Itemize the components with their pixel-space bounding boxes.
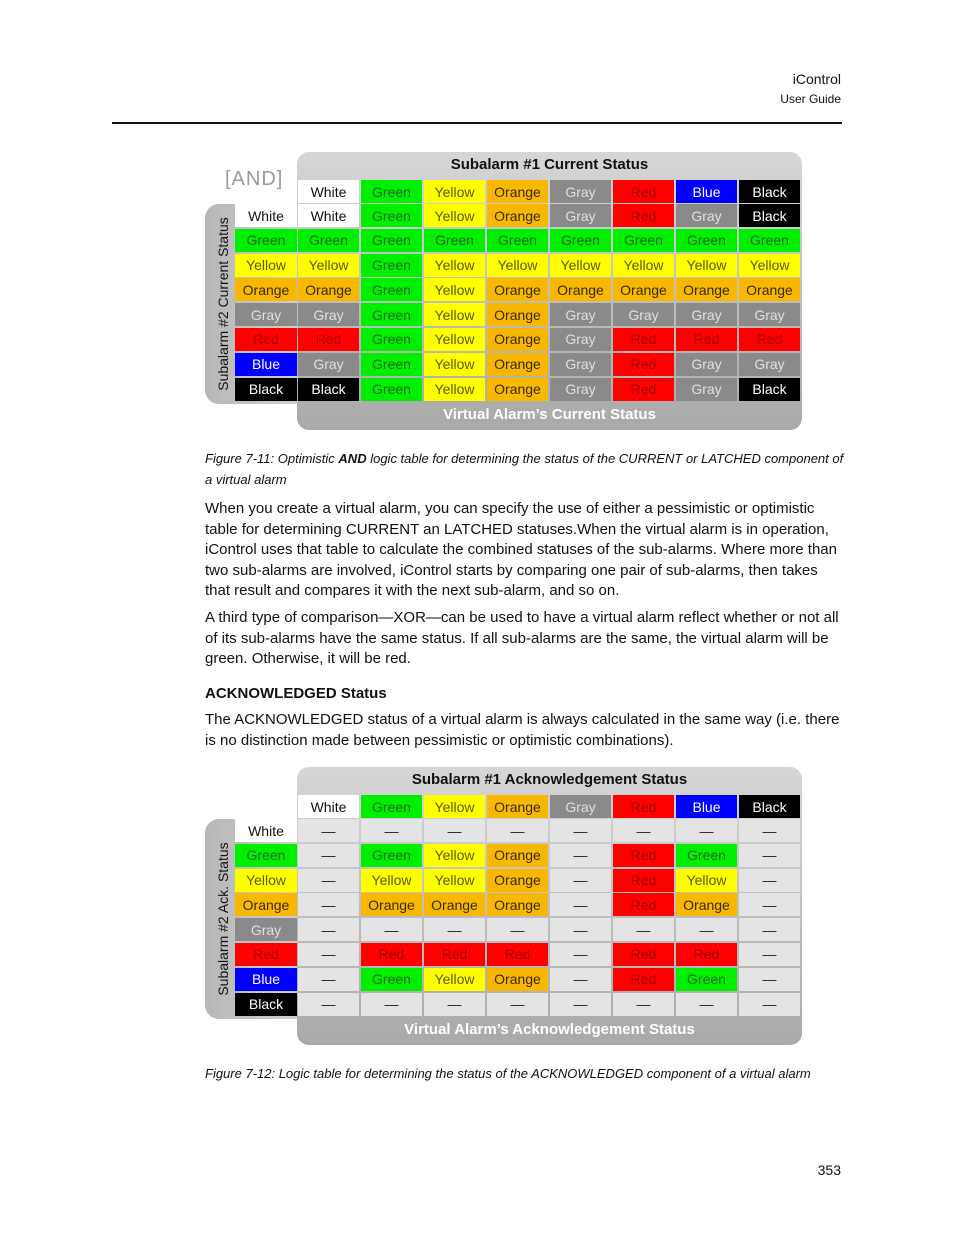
matrix-cell: — xyxy=(424,993,485,1016)
result-label: Virtual Alarm’s Current Status xyxy=(443,406,656,423)
matrix-cell: Orange xyxy=(676,278,737,301)
matrix-cell: Yellow xyxy=(424,869,485,892)
column-header-cell: Yellow xyxy=(424,795,485,818)
row-header-cell: Orange xyxy=(235,893,297,916)
and-label: [AND] xyxy=(225,168,284,190)
matrix-cell: — xyxy=(739,844,800,867)
matrix-cell: Green xyxy=(550,229,611,252)
matrix-cell: — xyxy=(298,869,359,892)
matrix-cell: — xyxy=(298,943,359,966)
matrix-row xyxy=(297,893,801,918)
matrix-cell: Yellow xyxy=(613,254,674,277)
matrix-cell: — xyxy=(613,993,674,1016)
matrix-cell: Orange xyxy=(487,893,548,916)
matrix-cell: Gray xyxy=(613,303,674,326)
matrix-cell: Red xyxy=(424,943,485,966)
status-matrix xyxy=(297,204,801,402)
matrix-cell: Yellow xyxy=(298,254,359,277)
matrix-cell: Yellow xyxy=(550,254,611,277)
row-header-cell: Yellow xyxy=(235,869,297,892)
column-header-cell: Blue xyxy=(676,180,737,203)
column-header-cell: Yellow xyxy=(424,180,485,203)
matrix-cell: Red xyxy=(613,968,674,991)
matrix-cell: Green xyxy=(676,229,737,252)
matrix-row xyxy=(297,844,801,869)
matrix-cell: Green xyxy=(361,378,422,401)
row-header-cell: Green xyxy=(235,844,297,867)
matrix-cell: — xyxy=(424,918,485,941)
matrix-cell: Red xyxy=(298,328,359,351)
column-header-cell: Black xyxy=(739,795,800,818)
matrix-cell: Yellow xyxy=(676,254,737,277)
matrix-cell: — xyxy=(298,893,359,916)
matrix-cell: — xyxy=(298,993,359,1016)
matrix-cell: Green xyxy=(298,229,359,252)
matrix-cell: Orange xyxy=(487,303,548,326)
paragraph-1: When you create a virtual alarm, you can specify the use of either a pessimistic or optimistic table for determining CURRENT an LATCHED statuses.When the virtual alarm is in operation, iControl uses that table to calculate the combined statuses of the sub-alarms. Where more than two sub-alarms are involved, iControl starts by comparing one pair of sub-alarms, then takes that result and compares it with the next sub-alarm, and so on. xyxy=(205,500,837,599)
matrix-cell: Red xyxy=(613,204,674,227)
matrix-row xyxy=(297,993,801,1018)
row-header-cell: Yellow xyxy=(235,254,297,277)
matrix-cell: — xyxy=(361,993,422,1016)
matrix-cell: — xyxy=(550,968,611,991)
matrix-cell: Green xyxy=(361,303,422,326)
matrix-cell: Red xyxy=(613,378,674,401)
matrix-cell: Yellow xyxy=(424,303,485,326)
matrix-cell: — xyxy=(550,844,611,867)
matrix-cell: — xyxy=(550,869,611,892)
page-number: 353 xyxy=(817,1162,841,1178)
section-heading: ACKNOWLEDGED Status xyxy=(205,685,387,702)
matrix-cell: — xyxy=(298,819,359,842)
column-header-cell: Red xyxy=(613,795,674,818)
row-header-cell: Gray xyxy=(235,303,297,326)
row-header-cell: Red xyxy=(235,328,297,351)
row-header-cell: Blue xyxy=(235,968,297,991)
matrix-cell: — xyxy=(424,819,485,842)
matrix-row xyxy=(297,353,801,378)
matrix-cell: — xyxy=(739,943,800,966)
matrix-cell: — xyxy=(739,869,800,892)
matrix-cell: Orange xyxy=(676,893,737,916)
figure-ack-status-table xyxy=(205,767,803,1047)
matrix-cell: — xyxy=(298,918,359,941)
matrix-cell: Orange xyxy=(487,844,548,867)
matrix-cell: Yellow xyxy=(424,204,485,227)
column-header-cell: White xyxy=(298,795,359,818)
matrix-cell: Orange xyxy=(550,278,611,301)
matrix-row xyxy=(297,204,801,229)
matrix-cell: Yellow xyxy=(424,278,485,301)
matrix-cell: Green xyxy=(739,229,800,252)
column-header-cell: Green xyxy=(361,795,422,818)
column-header-cell: Gray xyxy=(550,180,611,203)
matrix-cell: — xyxy=(739,968,800,991)
row-header-cell: Orange xyxy=(235,278,297,301)
row-header-cell: Black xyxy=(235,993,297,1016)
matrix-cell: Gray xyxy=(676,204,737,227)
matrix-cell: Yellow xyxy=(424,254,485,277)
column-header-cell: Orange xyxy=(487,180,548,203)
matrix-cell: Gray xyxy=(676,378,737,401)
matrix-cell: Red xyxy=(739,328,800,351)
caption-bold: AND xyxy=(338,451,367,466)
matrix-cell: Orange xyxy=(487,328,548,351)
matrix-cell: — xyxy=(550,993,611,1016)
row-axis-label: Subalarm #2 Ack. Status xyxy=(215,842,231,996)
matrix-cell: — xyxy=(613,819,674,842)
matrix-cell: Green xyxy=(676,968,737,991)
matrix-row xyxy=(297,819,801,844)
matrix-cell: — xyxy=(739,893,800,916)
matrix-cell: Green xyxy=(361,328,422,351)
matrix-cell: Black xyxy=(298,378,359,401)
column-header-cell: Red xyxy=(613,180,674,203)
matrix-cell: Red xyxy=(676,943,737,966)
matrix-cell: Green xyxy=(361,229,422,252)
matrix-cell: — xyxy=(550,819,611,842)
column-header-cell: Gray xyxy=(550,795,611,818)
matrix-row xyxy=(297,869,801,894)
matrix-cell: Gray xyxy=(676,353,737,376)
matrix-cell: Red xyxy=(613,328,674,351)
matrix-row xyxy=(297,229,801,254)
column-header-cell: White xyxy=(298,180,359,203)
column-header-cell: Orange xyxy=(487,795,548,818)
matrix-cell: Green xyxy=(361,353,422,376)
caption-prefix: Figure 7-11: Optimistic xyxy=(205,451,339,466)
matrix-cell: — xyxy=(550,943,611,966)
matrix-cell: Gray xyxy=(550,328,611,351)
row-header-cell: Blue xyxy=(235,353,297,376)
caption-suffix: logic table for determining the status of the CURRENT or LATCHED component of a virtual alarm xyxy=(205,451,844,487)
paragraph-2: A third type of comparison—XOR—can be used to have a virtual alarm reflect whether or not all of its sub-alarms have the same status. If all sub-alarms are the same, the virtual alarm will be green. Otherwise, it will be red. xyxy=(205,609,839,667)
paragraph-3: The ACKNOWLEDGED status of a virtual alarm is always calculated in the same way (i.e. there is no distinction made between pessimistic or optimistic combinations). xyxy=(205,711,840,749)
matrix-cell: Red xyxy=(613,869,674,892)
matrix-cell: Green xyxy=(487,229,548,252)
header-product-name: iControl xyxy=(792,71,841,87)
matrix-cell: Green xyxy=(424,229,485,252)
matrix-cell: Green xyxy=(676,844,737,867)
matrix-cell: Green xyxy=(361,844,422,867)
matrix-cell: Orange xyxy=(487,278,548,301)
matrix-cell: Yellow xyxy=(424,968,485,991)
matrix-cell: Orange xyxy=(487,869,548,892)
matrix-cell: Gray xyxy=(298,303,359,326)
matrix-cell: Orange xyxy=(487,204,548,227)
matrix-cell: Gray xyxy=(676,303,737,326)
matrix-cell: — xyxy=(298,968,359,991)
matrix-cell: Yellow xyxy=(424,378,485,401)
header-subtitle: User Guide xyxy=(780,92,841,106)
matrix-cell: — xyxy=(487,819,548,842)
row-headers xyxy=(234,819,298,1017)
column-header-cell: Black xyxy=(739,180,800,203)
matrix-cell: Green xyxy=(613,229,674,252)
matrix-cell: White xyxy=(298,204,359,227)
matrix-cell: Black xyxy=(739,378,800,401)
matrix-row xyxy=(297,328,801,353)
matrix-row xyxy=(297,968,801,993)
matrix-row xyxy=(297,918,801,943)
matrix-cell: Green xyxy=(361,254,422,277)
matrix-cell: Yellow xyxy=(424,328,485,351)
matrix-cell: Orange xyxy=(739,278,800,301)
row-header-cell: White xyxy=(235,204,297,227)
matrix-cell: Red xyxy=(487,943,548,966)
matrix-cell: — xyxy=(739,918,800,941)
matrix-cell: Orange xyxy=(487,968,548,991)
matrix-row xyxy=(297,943,801,968)
status-matrix xyxy=(297,819,801,1017)
matrix-cell: Yellow xyxy=(676,869,737,892)
matrix-cell: Red xyxy=(613,353,674,376)
header-rule xyxy=(112,122,842,124)
column-axis-label: Subalarm #1 Acknowledgement Status xyxy=(411,771,688,788)
matrix-cell: Red xyxy=(676,328,737,351)
matrix-cell: Black xyxy=(739,204,800,227)
matrix-cell: Red xyxy=(361,943,422,966)
matrix-cell: — xyxy=(361,819,422,842)
column-header-cell: Green xyxy=(361,180,422,203)
matrix-cell: Orange xyxy=(298,278,359,301)
matrix-cell: — xyxy=(676,819,737,842)
matrix-cell: — xyxy=(361,918,422,941)
matrix-cell: — xyxy=(739,819,800,842)
row-headers xyxy=(234,204,298,402)
result-label: Virtual Alarm’s Acknowledgement Status xyxy=(404,1021,695,1038)
column-headers xyxy=(297,180,801,205)
matrix-row xyxy=(297,254,801,279)
matrix-cell: Red xyxy=(613,893,674,916)
matrix-cell: — xyxy=(613,918,674,941)
matrix-cell: Gray xyxy=(739,353,800,376)
matrix-cell: Gray xyxy=(739,303,800,326)
matrix-row xyxy=(297,278,801,303)
matrix-cell: — xyxy=(550,893,611,916)
matrix-row xyxy=(297,378,801,403)
matrix-cell: Orange xyxy=(424,893,485,916)
row-axis-label: Subalarm #2 Current Status xyxy=(215,217,231,391)
matrix-cell: — xyxy=(676,918,737,941)
matrix-cell: Orange xyxy=(487,378,548,401)
matrix-cell: Green xyxy=(361,204,422,227)
matrix-cell: Green xyxy=(361,278,422,301)
matrix-cell: — xyxy=(298,844,359,867)
figure-caption-1 xyxy=(205,448,845,490)
column-axis-label: Subalarm #1 Current Status xyxy=(450,156,649,173)
matrix-cell: Yellow xyxy=(424,353,485,376)
matrix-cell: Orange xyxy=(613,278,674,301)
figure-current-status-table xyxy=(205,152,803,432)
matrix-cell: Red xyxy=(613,844,674,867)
row-header-cell: Red xyxy=(235,943,297,966)
figure-caption-2: Figure 7-12: Logic table for determining the status of the ACKNOWLEDGED component of a virtual alarm xyxy=(205,1066,811,1081)
matrix-cell: Gray xyxy=(550,353,611,376)
matrix-cell: — xyxy=(550,918,611,941)
matrix-cell: Green xyxy=(361,968,422,991)
row-header-cell: Black xyxy=(235,378,297,401)
matrix-cell: Red xyxy=(613,943,674,966)
matrix-cell: Orange xyxy=(361,893,422,916)
matrix-cell: Yellow xyxy=(739,254,800,277)
matrix-cell: — xyxy=(676,993,737,1016)
matrix-cell: Yellow xyxy=(487,254,548,277)
row-header-cell: Gray xyxy=(235,918,297,941)
column-header-cell: Blue xyxy=(676,795,737,818)
matrix-cell: — xyxy=(487,918,548,941)
row-header-cell: Green xyxy=(235,229,297,252)
matrix-cell: — xyxy=(487,993,548,1016)
matrix-cell: Gray xyxy=(550,204,611,227)
matrix-cell: Gray xyxy=(550,378,611,401)
matrix-cell: Orange xyxy=(487,353,548,376)
matrix-row xyxy=(297,303,801,328)
matrix-cell: Gray xyxy=(550,303,611,326)
matrix-cell: — xyxy=(739,993,800,1016)
row-header-cell: White xyxy=(235,819,297,842)
matrix-cell: Gray xyxy=(298,353,359,376)
column-headers xyxy=(297,795,801,820)
matrix-cell: Yellow xyxy=(361,869,422,892)
matrix-cell: Yellow xyxy=(424,844,485,867)
